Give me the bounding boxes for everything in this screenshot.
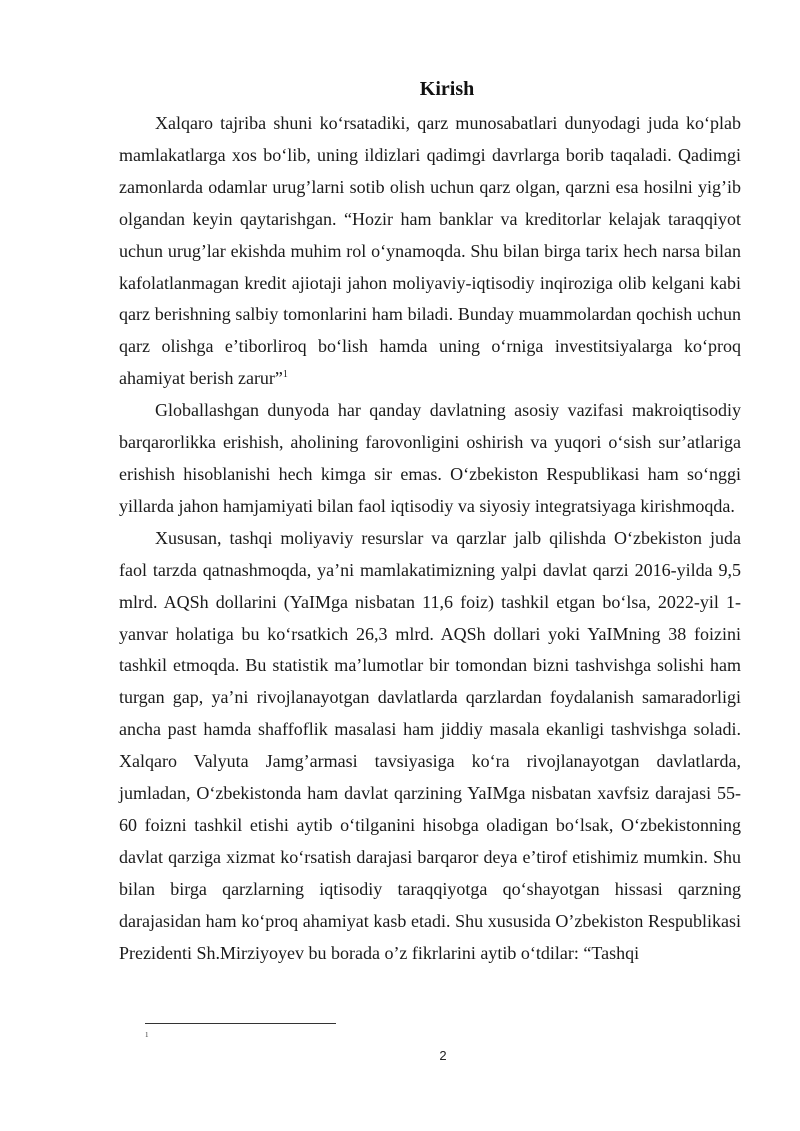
page-title: Kirish <box>419 78 475 100</box>
footnote-marker: 1 <box>145 1031 149 1039</box>
body-text <box>119 108 741 969</box>
paragraph-1-text: Xalqaro tajriba shuni ko‘rsatadiki, qarz munosabatlari dunyodagi juda ko‘plab mamlakatlarga xos bo‘lib, uning ildizlari qadimgi davrlarga borib taqaladi. Qadimgi zamonlarda odamlar urug’larni sotib olish uchun qarz olgan, qarzni esa hosilni yig’ib olgandan keyin qaytarishgan. “Hozir ham banklar va kreditorlar kelajak taraqqiyot uchun urug’lar ekishda muhim rol o‘ynamoqda. Shu bilan birga tarix hech narsa bilan kafolatlanmagan kredit ajiotaji jahon moliyaviy-iqtisodiy inqiroziga olib kelgani kabi qarz berishning salbiy tomonlarini ham biladi. Bunday muammolardan qochish uchun qarz olishga e’tiborliroq bo‘lish hamda uning o‘rniga investitsiyalarga ko‘proq ahamiyat berish zarur” <box>119 113 741 389</box>
paragraph-1 <box>119 108 741 395</box>
paragraph-3 <box>119 523 741 970</box>
footnote-separator <box>145 1023 336 1024</box>
footnote-reference[interactable]: 1 <box>282 369 288 381</box>
paragraph-3-text: Xususan, tashqi moliyaviy resurslar va qarzlar jalb qilishda O‘zbekiston juda faol tarzda qatnashmoqda, ya’ni mamlakatimizning yalpi davlat qarzi 2016-yilda 9,5 mlrd. AQSh dollarini (YaIMga nisbatan 11,6 foiz) tashkil etgan bo‘lsa, 2022-yil 1-yanvar holatiga bu ko‘rsatkich 26,3 mlrd. AQSh dollari yoki YaIMning 38 foizini tashkil etmoqda. Bu statistik ma’lumotlar bir tomondan bizni tashvishga solishi ham turgan gap, ya’ni rivojlanayotgan davlatlarda qarzlardan foydalanish samaradorligi ancha past hamda shaffoflik masalasi ham jiddiy masala ekanligi tashvishga soladi. Xalqaro Valyuta Jamg’armasi tavsiyasiga ko‘ra rivojlanayotgan davlatlarda, jumladan, O‘zbekistonda ham davlat qarzining YaIMga nisbatan xavfsiz darajasi 55-60 foizni tashkil etishi aytib o‘tilganini hisobga oladigan bo‘lsak, O‘zbekistonning davlat qarziga xizmat ko‘rsatish darajasi barqaror deya e’tirof etishimiz mumkin. Shu bilan birga qarzlarning iqtisodiy taraqqiyotga qo‘shayotgan hissasi qarzning darajasidan ham ko‘proq ahamiyat kasb etadi. Shu xususida O’zbekiston Respublikasi Prezidenti Sh.Mirziyoyev bu borada o’z fikrlarini aytib o‘tdilar: “Tashqi <box>119 527 741 963</box>
paragraph-2-text: Globallashgan dunyoda har qanday davlatning asosiy vazifasi makroiqtisodiy barqarorlikka erishish, aholining farovonligini oshirish va yuqori o‘sish sur’atlariga erishish hisoblanishi hech kimga sir emas. O‘zbekiston Respublikasi ham so‘nggi yillarda jahon hamjamiyati bilan faol iqtisodiy va siyosiy integratsiyaga kirishmoqda. <box>119 400 741 516</box>
paragraph-2 <box>119 395 741 523</box>
page-number: 2 <box>439 1048 447 1063</box>
